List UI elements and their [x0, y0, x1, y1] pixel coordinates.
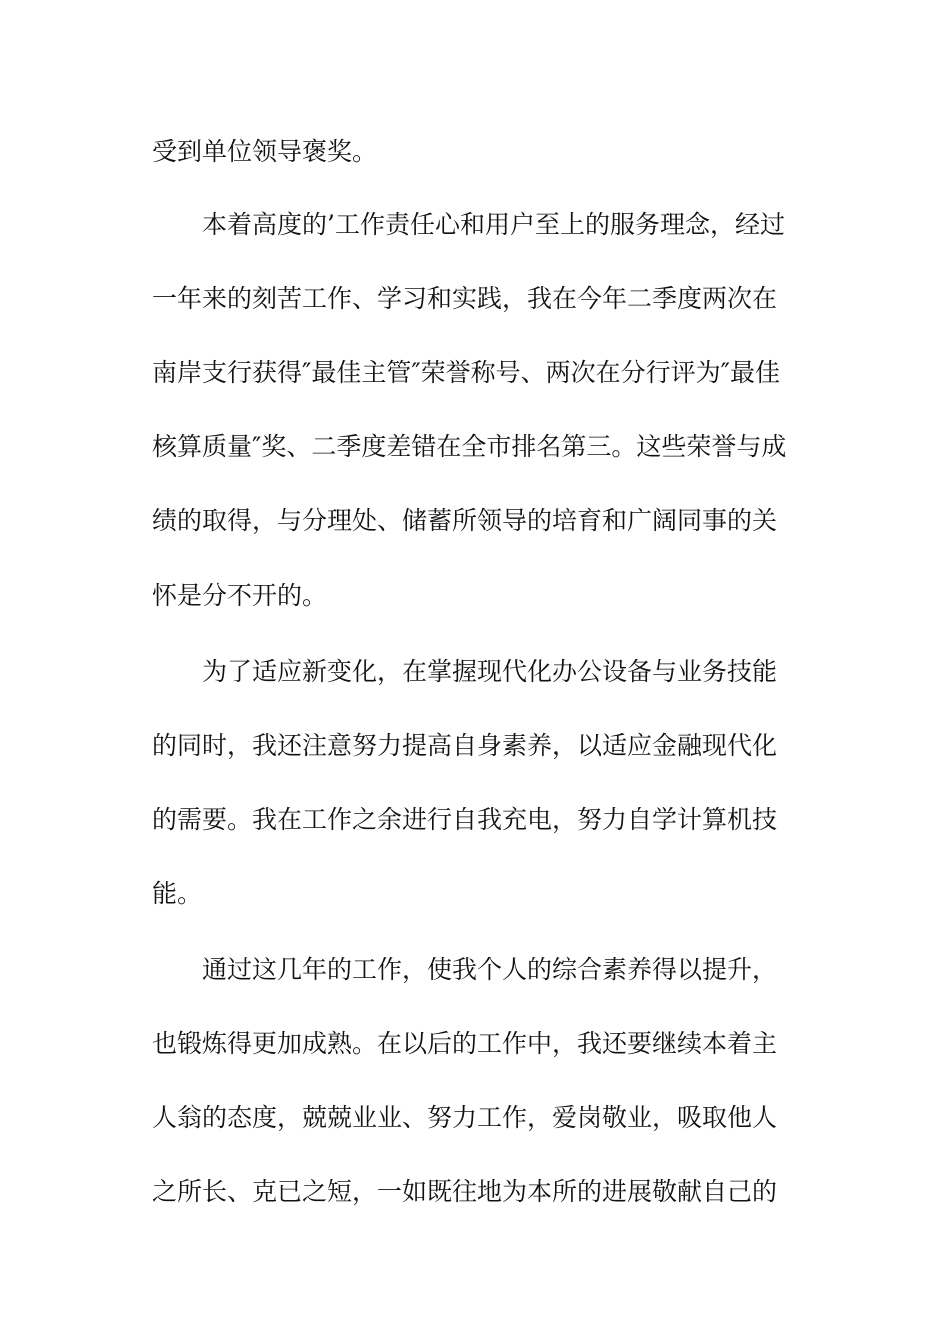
text-line: 能。	[152, 879, 203, 908]
paragraph-first-line: 为了适应新变化，在掌握现代化办公设备与业务技能	[202, 657, 778, 686]
text-line: 也锻炼得更加成熟。在以后的工作中，我还要继续本着主	[152, 1029, 778, 1058]
text-line: 核算质量″奖、二季度差错在全市排名第三。这些荣誉与成	[152, 432, 787, 461]
text-line: 一年来的刻苦工作、学习和实践，我在今年二季度两次在	[152, 284, 778, 313]
text-line: 的同时，我还注意努力提高自身素养，以适应金融现代化	[152, 731, 778, 760]
text-line: 绩的取得，与分理处、储蓄所领导的培育和广阔同事的关	[152, 506, 778, 535]
paragraph-first-line: 本着高度的’工作责任心和用户至上的服务理念，经过	[202, 210, 785, 239]
text-line: 南岸支行获得″最佳主管″荣誉称号、两次在分行评为″最佳	[152, 358, 781, 387]
paragraph-first-line: 通过这几年的工作，使我个人的综合素养得以提升，	[202, 955, 778, 984]
text-line: 的需要。我在工作之余进行自我充电，努力自学计算机技	[152, 805, 778, 834]
text-line: 怀是分不开的。	[152, 581, 328, 610]
text-line: 人翁的态度，兢兢业业、努力工作，爱岗敬业，吸取他人	[152, 1103, 778, 1132]
text-line: 受到单位领导褒奖。	[152, 137, 378, 166]
text-line: 之所长、克已之短，一如既往地为本所的进展敬献自己的	[152, 1177, 778, 1206]
